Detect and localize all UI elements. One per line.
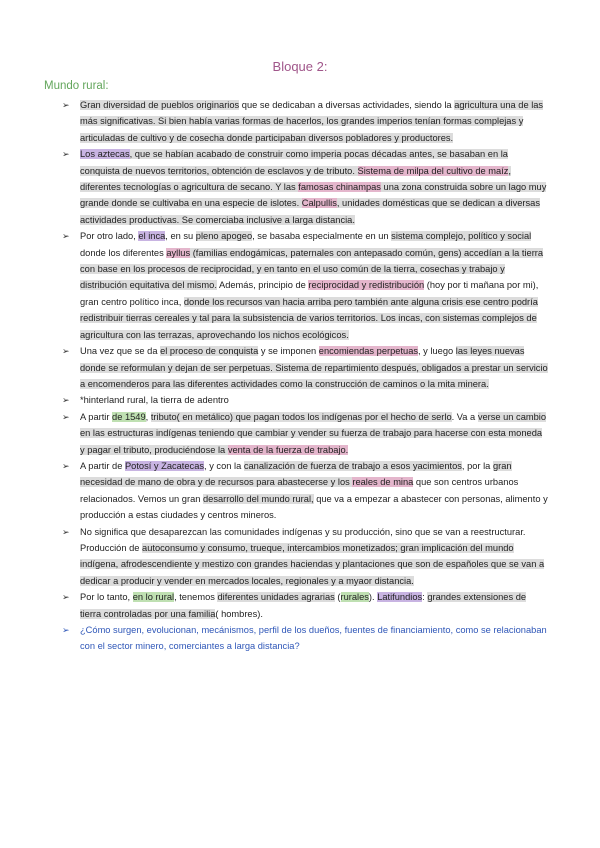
highlight-gray: grandes extensiones de tierra controladas por una familia — [80, 592, 527, 619]
list-item — [62, 343, 548, 392]
question-text: ¿Cómo surgen, evolucionan, mecánismos, perfil de los dueños, fuentes de financiamiento, como se relacionaban con el sector minero, comerciantes a larga distancia? — [80, 625, 547, 652]
highlight-violet: Latifundios — [377, 592, 423, 603]
highlight-gray: autoconsumo y consumo, trueque, intercambios monetizados; gran implicación del mundo indígena, afrodescendiente y mestizo con grandes haciendas y plantaciones que son de españoles que se van a dedicar a producir y vender en mercados locales, regionales y a myaor distancia. — [80, 542, 545, 586]
text-span: (hoy por ti mañana por mi), gran centro político inca, — [80, 280, 539, 307]
text-span: que se dedicaban a diversas actividades, siendo la — [239, 100, 455, 110]
highlight-gray: (familias endogámicas, paternales con antepasado común, gens) accedían a la tierra con base en los procesos de reciprocidad, y en tanto en el uso común de la tierra, cosechas y trabajo y distribución equitativa del mismo. — [80, 247, 544, 291]
text-span: ). — [368, 592, 378, 603]
text-span: . Va a — [451, 411, 478, 422]
text-span: , tenemos — [174, 592, 218, 603]
highlight-pink: encomiendas perpetuas — [318, 346, 419, 357]
text-span: y se imponen — [258, 346, 319, 357]
highlight-gray: , que se habían acabado de construir como imperia pocas décadas antes, se basaban en la conquista de nuevos territorios, obtención de esclavos y de tributo. — [80, 149, 508, 176]
arrow-bullet-icon: ➢ — [62, 460, 70, 471]
list-item — [62, 458, 548, 524]
highlight-violet: Potosí y Zacatecas — [124, 460, 205, 471]
list-item — [62, 409, 548, 458]
highlight-gray: Gran diversidad de pueblos originarios — [80, 100, 240, 110]
highlight-violet: Los aztecas — [80, 149, 130, 160]
arrow-bullet-icon: ➢ — [62, 592, 70, 603]
text-span: Por otro lado, — [80, 231, 139, 242]
highlight-pink: venta de la fuerza de trabajo. — [227, 444, 349, 455]
text-span: Por lo tanto, — [80, 592, 133, 603]
text-span: , en su — [165, 231, 196, 242]
highlight-pink: famosas chinampas — [298, 182, 381, 193]
text-span: ( — [334, 592, 341, 603]
text-span: Una vez que se da — [80, 346, 161, 357]
highlight-violet: el inca — [138, 231, 166, 242]
list-item — [62, 228, 548, 343]
text-span: A partir de — [80, 460, 125, 471]
text-span: , se basaba especialmente en un — [252, 231, 392, 242]
highlight-pink: Sistema de milpa del cultivo de maíz — [357, 165, 509, 176]
list-item — [62, 146, 548, 228]
list-item — [62, 589, 548, 622]
highlight-gray: , diferentes tecnologías o agricultura de secano. Y las — [80, 165, 512, 193]
page-title: Bloque 2: — [272, 59, 328, 74]
text-span: ( hombres). — [215, 608, 263, 619]
text-span: , y con la — [204, 460, 244, 471]
text-span: : — [422, 592, 428, 603]
highlight-pink: Calpullis — [301, 198, 337, 209]
text-span: , y luego — [418, 346, 456, 357]
highlight-gray: canalización de fuerza de trabajo a esos yacimientos — [243, 460, 462, 471]
text-span: que son centros urbanos relacionados. Vemos un gran — [80, 477, 519, 504]
arrow-bullet-icon: ➢ — [62, 149, 70, 160]
highlight-gray: diferentes unidades agrarias — [217, 592, 335, 603]
section-heading: Mundo rural: — [44, 80, 109, 92]
highlight-gray: verse un cambio en las estructuras indígenas teniendo que cambiar y vender su fuerza de trabajo para hacerse con esta moneda y pagar el tributo, produciéndose la — [80, 411, 547, 455]
question-item — [62, 622, 548, 655]
highlight-gray: una zona construida sobre un lago muy grande donde se cultivaba en una especie de islotes. — [80, 182, 547, 209]
text-span: *hinterland rural, la tierra de adentro — [80, 395, 229, 406]
text-span: No significa que desaparezcan las comunidades indígenas y su producción, sino que se van a reestructurar. Producción de — [80, 526, 526, 553]
text-span: A partir — [80, 411, 113, 422]
highlight-gray: sistema complejo, político y social — [391, 231, 532, 242]
text-span: que va a empezar a abastecer con personas, alimento y producción a estas ciudades y centros mineros. — [80, 493, 548, 521]
highlight-gray: el proceso de conquista — [160, 346, 259, 357]
highlight-gray: agricultura una de las más significativas. Si bien había varias formas de hacerlos, los grandes imperios tenían formas complejas y articuladas de cultivo y de cosecha donde participaban diversos pobladores y productores. — [80, 100, 544, 143]
arrow-bullet-icon: ➢ — [62, 625, 70, 635]
highlight-gray: desarrollo del mundo rural, — [203, 493, 314, 504]
highlight-pink: reciprocidad y redistribución — [308, 280, 425, 291]
highlight-gray: pleno apogeo — [195, 231, 253, 242]
highlight-pink: reales de mina — [352, 477, 414, 488]
arrow-bullet-icon: ➢ — [62, 395, 70, 406]
highlight-gray: tributo( en metálico) que pagan todos los indígenas por el hecho de serlo — [150, 411, 452, 422]
text-span: , por la — [461, 460, 493, 471]
list-item — [62, 97, 548, 146]
arrow-bullet-icon: ➢ — [62, 411, 70, 422]
highlight-gray: gran necesidad de mano de obra y de recursos para abastecerse y los — [80, 460, 512, 488]
text-span: , — [145, 411, 151, 422]
text-span: Además, principio de — [216, 280, 309, 291]
arrow-bullet-icon: ➢ — [62, 231, 70, 242]
arrow-bullet-icon: ➢ — [62, 100, 70, 110]
highlight-green: de 1549 — [112, 411, 146, 422]
highlight-green: rurales — [340, 592, 369, 603]
highlight-pink: ayllus — [166, 247, 191, 258]
bullet-list — [62, 97, 548, 655]
list-item — [62, 392, 548, 408]
highlight-gray: las leyes nuevas donde se reformulan y dejan de ser perpetuas. Sistema de repartimiento después, obligados a prestar un servicio a encomenderos para las diferentes actividades como la construcción de caminos o la mita minera. — [80, 346, 548, 389]
highlight-green: en lo rural — [132, 592, 175, 603]
list-item — [62, 524, 548, 590]
text-span: donde los diferentes — [80, 247, 167, 258]
arrow-bullet-icon: ➢ — [62, 346, 70, 357]
highlight-gray: , unidades domésticas que se dedican a diversas actividades productivas. Se comerciaba inclusive a larga distancia. — [80, 198, 540, 225]
arrow-bullet-icon: ➢ — [62, 526, 70, 537]
highlight-gray: donde los recursos van hacia arriba pero también ante alguna crisis ese centro podría redistribuir tierras cereales y tal para la subsistencia de varios territorios. Los incas, con sistemas complejos de agricultura con las terrazas, aprovechando los nichos ecológicos. — [80, 296, 538, 340]
